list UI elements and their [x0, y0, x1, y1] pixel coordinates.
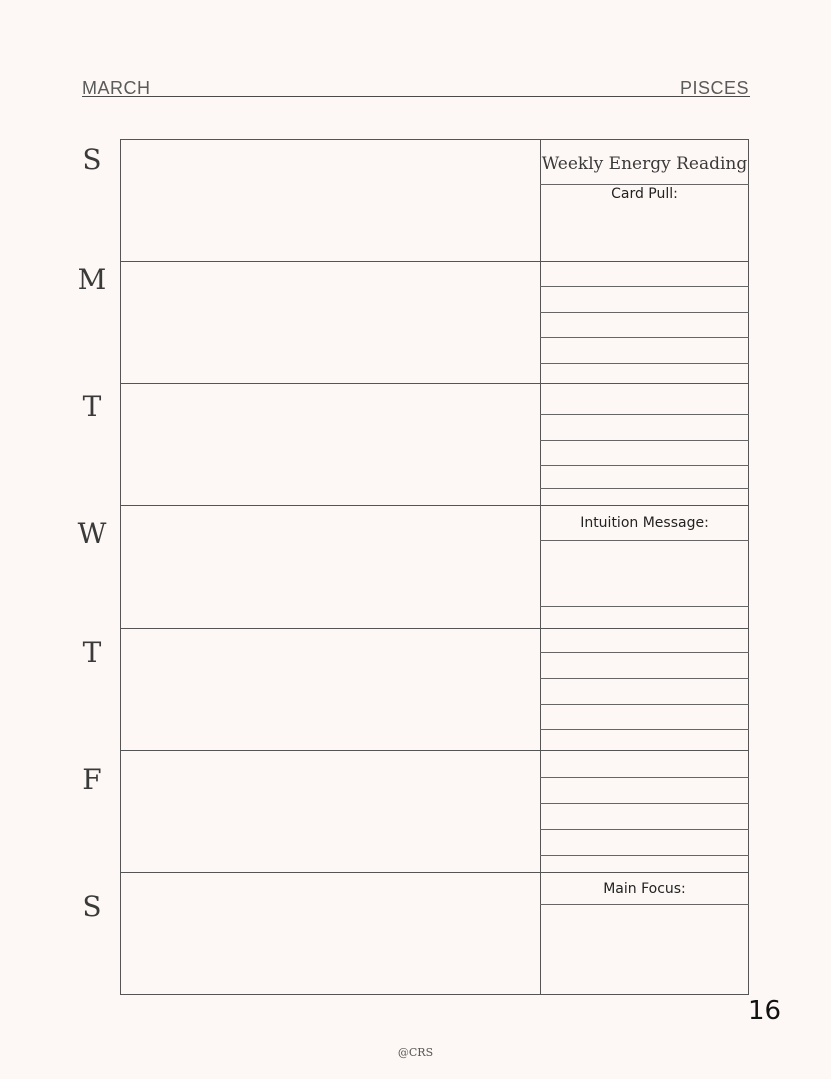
writing-line [540, 704, 749, 705]
day-row-divider [120, 383, 749, 384]
zodiac-sign-label: PISCES [679, 78, 749, 98]
day-row-divider [120, 628, 749, 629]
writing-line [540, 606, 749, 607]
planner-grid [120, 139, 749, 995]
page-number: 16 [748, 996, 782, 1026]
writing-line [540, 286, 749, 287]
day-row-divider [120, 261, 749, 262]
writing-line [540, 488, 749, 489]
writing-line [540, 440, 749, 441]
day-label-friday: F [82, 763, 102, 796]
day-label-thursday: T [82, 636, 102, 669]
writing-line [540, 652, 749, 653]
writing-line [540, 414, 749, 415]
sidebar-rule [540, 184, 749, 185]
day-label-saturday: S [82, 890, 102, 923]
day-row-divider [120, 505, 749, 506]
writing-line [540, 855, 749, 856]
day-label-tuesday: T [82, 390, 102, 423]
writing-line [540, 678, 749, 679]
day-label-sunday: S [82, 143, 102, 176]
day-label-monday: M [77, 263, 107, 296]
writing-line [540, 803, 749, 804]
writing-line [540, 777, 749, 778]
day-row-divider [120, 750, 749, 751]
sidebar-rule [540, 904, 749, 905]
weekly-energy-reading-title: Weekly Energy Reading [541, 154, 748, 174]
writing-line [540, 465, 749, 466]
writing-line [540, 337, 749, 338]
header-rule [82, 96, 750, 97]
card-pull-label: Card Pull: [611, 186, 678, 202]
writing-line [540, 729, 749, 730]
intuition-message-label: Intuition Message: [580, 515, 709, 531]
day-label-wednesday: W [77, 517, 107, 550]
writing-line [540, 363, 749, 364]
writing-line [540, 312, 749, 313]
month-label: MARCH [82, 78, 151, 98]
day-row-divider [120, 872, 749, 873]
column-divider [540, 139, 541, 995]
sidebar-rule [540, 540, 749, 541]
footer-credit: @CRS [397, 1046, 434, 1059]
main-focus-label: Main Focus: [603, 881, 686, 897]
writing-line [540, 829, 749, 830]
